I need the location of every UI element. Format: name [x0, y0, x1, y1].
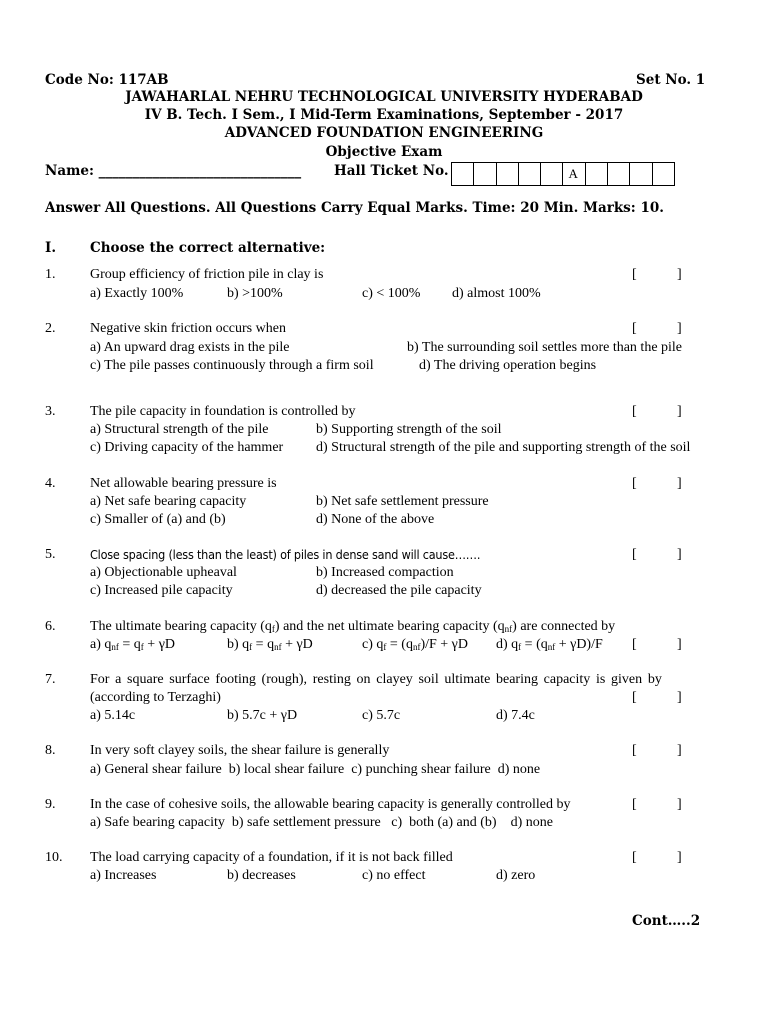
answer-bracket-close[interactable]: ]: [677, 547, 682, 562]
option-c: c) Increased pile capacity: [90, 583, 233, 598]
option-b: b) decreases: [227, 868, 296, 883]
option-b: b) Increased compaction: [316, 565, 454, 580]
question-text: In the case of cohesive soils, the allowable bearing capacity is generally controlled by: [90, 797, 571, 812]
option-b: b) Supporting strength of the soil: [316, 422, 502, 437]
option-d: d) $q_f = (q_{nf} + \gamma D)/F$: [496, 637, 603, 652]
option-c: c) The pile passes continuously through a firm soil: [90, 358, 374, 373]
option-a: a) $q_{nf} = q_f + \gamma D$: [90, 637, 175, 652]
answer-bracket-open[interactable]: [: [632, 476, 637, 491]
option-a: a) Exactly 100%: [90, 286, 184, 301]
code-number: Code No: 117AB: [45, 72, 169, 88]
answer-bracket-open[interactable]: [: [632, 267, 637, 282]
answer-bracket-close[interactable]: ]: [677, 637, 682, 652]
question-number: 6.: [45, 619, 56, 634]
question-text: In very soft clayey soils, the shear failure is generally: [90, 743, 390, 758]
answer-bracket-close[interactable]: ]: [677, 690, 682, 705]
question-number: 7.: [45, 672, 56, 687]
question-number: 8.: [45, 743, 56, 758]
answer-bracket-close[interactable]: ]: [677, 321, 682, 336]
answer-bracket-open[interactable]: [: [632, 743, 637, 758]
question-text-cont: (according to Terzaghi): [90, 690, 221, 705]
option-a: a) Net safe bearing capacity: [90, 494, 247, 509]
question-number: 5.: [45, 547, 56, 562]
question-number: 9.: [45, 797, 56, 812]
question-text: Group efficiency of friction pile in clay is: [90, 267, 324, 282]
question-number: 3.: [45, 404, 56, 419]
option-d: d) Structural strength of the pile and supporting strength of the soil: [316, 440, 691, 455]
options-line: a) Safe bearing capacity b) safe settlement pressure c) both (a) and (b) d) none: [90, 815, 553, 830]
answer-bracket-close[interactable]: ]: [677, 797, 682, 812]
option-b: b) $q_f = q_{nf} + \gamma D$: [227, 637, 313, 652]
section-title: Choose the correct alternative:: [90, 240, 326, 256]
question-text: Negative skin friction occurs when: [90, 321, 286, 336]
option-d: d) zero: [496, 868, 536, 883]
name-field[interactable]: Name: ______________________________: [45, 163, 302, 179]
option-c: c) $q_f = (q_{nf})/F + \gamma D$: [362, 637, 468, 652]
question-number: 1.: [45, 267, 56, 282]
option-b: b) >100%: [227, 286, 283, 301]
option-a: a) An upward drag exists in the pile: [90, 340, 290, 355]
answer-bracket-open[interactable]: [: [632, 637, 637, 652]
question-number: 4.: [45, 476, 56, 491]
option-b: b) 5.7c + γD: [227, 708, 298, 723]
option-d: d) The driving operation begins: [419, 358, 597, 373]
answer-bracket-close[interactable]: ]: [677, 267, 682, 282]
section-number: I.: [45, 240, 57, 256]
hall-ticket-cell[interactable]: [652, 162, 675, 186]
question-text: Net allowable bearing pressure is: [90, 476, 277, 491]
option-c: c) 5.7c: [362, 708, 401, 723]
option-d: d) decreased the pile capacity: [316, 583, 482, 598]
options-line: a) General shear failure b) local shear failure c) punching shear failure d) none: [90, 762, 541, 777]
option-d: d) 7.4c: [496, 708, 535, 723]
answer-bracket-close[interactable]: ]: [677, 476, 682, 491]
hall-ticket-cell[interactable]: A: [562, 162, 585, 186]
option-b: b) The surrounding soil settles more than the pile: [407, 340, 683, 355]
hall-ticket-cell[interactable]: [451, 162, 474, 186]
exam-type: Objective Exam: [325, 144, 443, 160]
instructions: Answer All Questions. All Questions Carry Equal Marks. Time: 20 Min. Marks: 10.: [45, 200, 664, 216]
exam-title: IV B. Tech. I Sem., I Mid-Term Examinations, September - 2017: [144, 107, 624, 123]
hall-ticket-cell[interactable]: [496, 162, 519, 186]
hall-ticket-label: Hall Ticket No.: [334, 163, 449, 179]
question-text: Close spacing (less than the least) of piles in dense sand will cause…….: [90, 547, 481, 562]
answer-bracket-open[interactable]: [: [632, 404, 637, 419]
option-a: a) 5.14c: [90, 708, 136, 723]
answer-bracket-close[interactable]: ]: [677, 850, 682, 865]
hall-ticket-cell[interactable]: [585, 162, 608, 186]
question-text: The load carrying capacity of a foundation, if it is not back filled: [90, 850, 453, 865]
set-number: Set No. 1: [636, 72, 706, 88]
option-c: c) < 100%: [362, 286, 421, 301]
hall-ticket-cell[interactable]: [607, 162, 630, 186]
option-a: a) Objectionable upheaval: [90, 565, 237, 580]
option-c: c) no effect: [362, 868, 426, 883]
question-text: The ultimate bearing capacity $(q_f)$ and the net ultimate bearing capacity $(q_{nf})$ are connected by: [90, 619, 616, 634]
question-text: The pile capacity in foundation is controlled by: [90, 404, 356, 419]
option-c: c) Smaller of (a) and (b): [90, 512, 226, 527]
option-d: d) None of the above: [316, 512, 435, 527]
option-c: c) Driving capacity of the hammer: [90, 440, 284, 455]
hall-ticket-boxes[interactable]: [452, 162, 675, 186]
question-text: For a square surface footing (rough), resting on clayey soil ultimate bearing capacity is given by: [90, 672, 662, 687]
hall-ticket-cell[interactable]: [473, 162, 496, 186]
option-d: d) almost 100%: [452, 286, 541, 301]
answer-bracket-open[interactable]: [: [632, 850, 637, 865]
option-b: b) Net safe settlement pressure: [316, 494, 489, 509]
university-name: JAWAHARLAL NEHRU TECHNOLOGICAL UNIVERSITY HYDERABAD: [125, 89, 643, 105]
answer-bracket-open[interactable]: [: [632, 690, 637, 705]
answer-bracket-open[interactable]: [: [632, 321, 637, 336]
question-number: 2.: [45, 321, 56, 336]
hall-ticket-cell[interactable]: [518, 162, 541, 186]
answer-bracket-close[interactable]: ]: [677, 743, 682, 758]
answer-bracket-open[interactable]: [: [632, 797, 637, 812]
subject-title: ADVANCED FOUNDATION ENGINEERING: [224, 125, 544, 141]
hall-ticket-cell[interactable]: [540, 162, 563, 186]
option-a: a) Structural strength of the pile: [90, 422, 269, 437]
continuation-note: Cont…..2: [632, 913, 701, 929]
question-number: 10.: [45, 850, 63, 865]
answer-bracket-open[interactable]: [: [632, 547, 637, 562]
option-a: a) Increases: [90, 868, 157, 883]
answer-bracket-close[interactable]: ]: [677, 404, 682, 419]
hall-ticket-cell[interactable]: [629, 162, 652, 186]
